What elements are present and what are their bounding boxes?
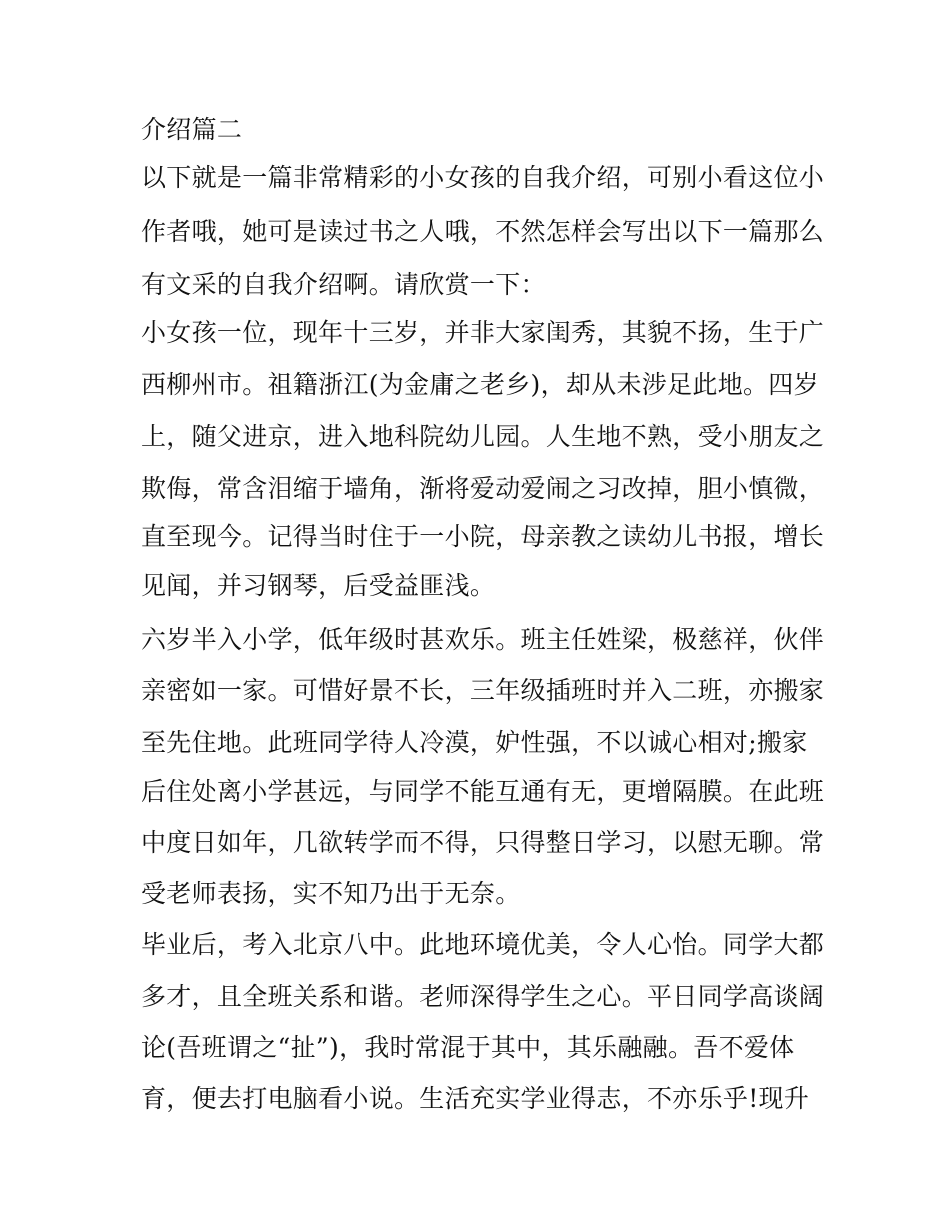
text-line: 毕业后，考入北京八中。此地环境优美，令人心怡。同学大都 [141,930,825,959]
text-line: 六岁半入小学，低年级时甚欢乐。班主任姓梁，极慈祥，伙伴 [141,625,825,654]
text-line: 欺侮，常含泪缩于墙角，渐将爱动爱闹之习改掉，胆小慎微， [141,474,825,503]
text-line: 多才，且全班关系和谐。老师深得学生之心。平日同学高谈阔 [141,982,825,1011]
text-line: 论(吾班谓之“扯”)，我时常混于其中，其乐融融。吾不爱体 [141,1033,795,1062]
text-line: 受老师表扬，实不知乃出于无奈。 [141,879,521,908]
text-line: 小女孩一位，现年十三岁，并非大家闺秀，其貌不扬，生于广 [141,318,825,347]
text-line: 直至现今。记得当时住于一小院，母亲教之读幼儿书报，增长 [141,522,825,551]
document-heading: 介绍篇二 [141,115,243,144]
text-line: 后住处离小学甚远，与同学不能互通有无，更增隔膜。在此班 [141,777,825,806]
text-line: 以下就是一篇非常精彩的小女孩的自我介绍，可别小看这位小 [141,163,825,192]
text-line: 西柳州市。祖籍浙江(为金庸之老乡)，却从未涉足此地。四岁 [141,370,819,399]
text-line: 见闻，并习钢琴，后受益匪浅。 [141,571,496,600]
text-line: 有文采的自我介绍啊。请欣赏一下： [141,270,546,299]
text-line: 中度日如年，几欲转学而不得，只得整日学习，以慰无聊。常 [141,828,825,857]
text-line: 上，随父进京，进入地科院幼儿园。人生地不熟，受小朋友之 [141,422,825,451]
text-line: 作者哦，她可是读过书之人哦，不然怎样会写出以下一篇那么 [141,217,825,246]
text-line: 亲密如一家。可惜好景不长，三年级插班时并入二班，亦搬家 [141,676,825,705]
text-line: 育，便去打电脑看小说。生活充实学业得志，不亦乐乎!现升 [141,1084,810,1113]
text-line: 至先住地。此班同学待人冷漠，妒性强，不以诚心相对;搬家 [141,728,808,757]
